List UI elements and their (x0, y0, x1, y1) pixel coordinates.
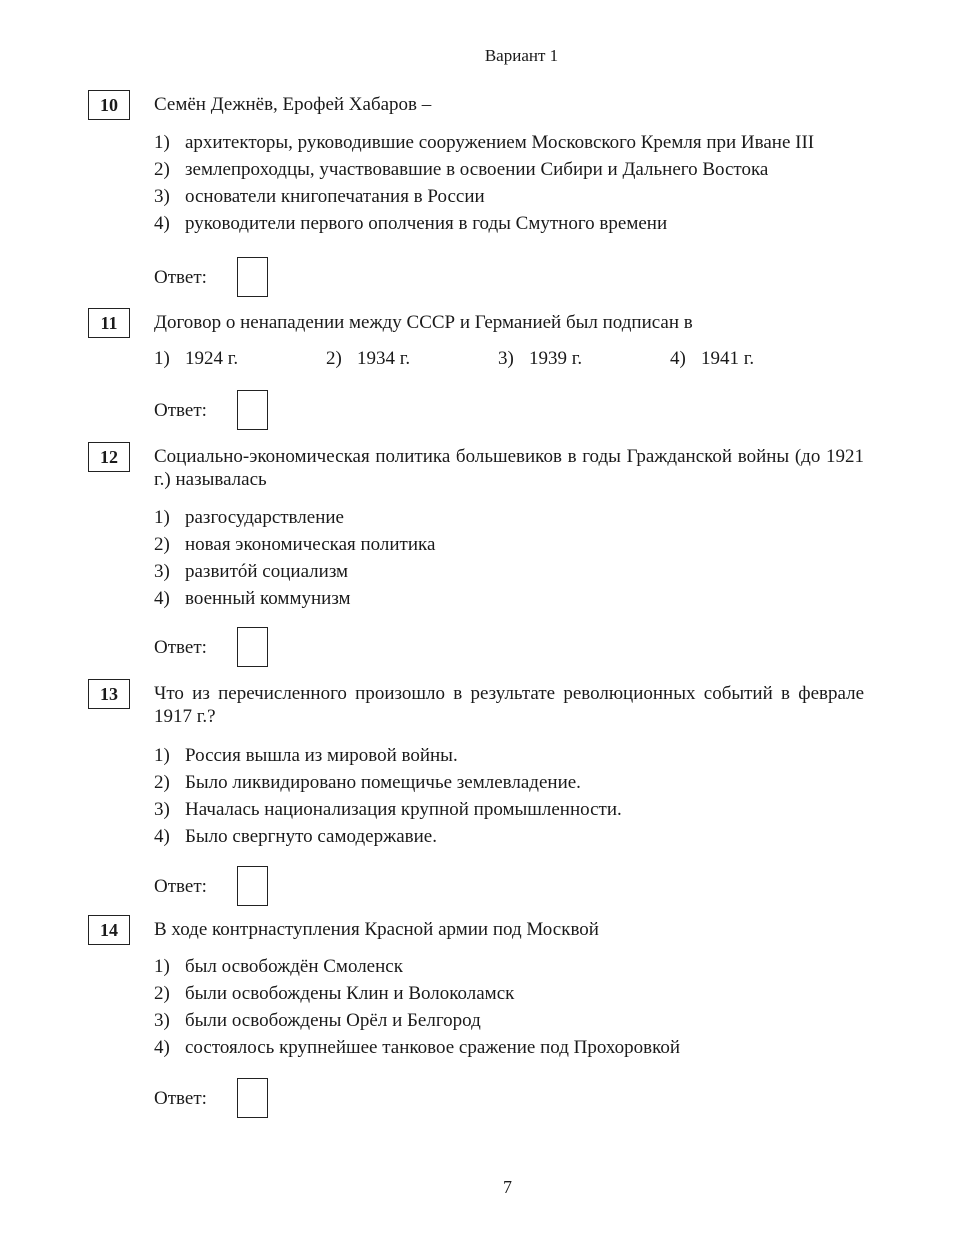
answer-label: Ответ: (154, 267, 207, 288)
option-number: 4) (670, 348, 686, 369)
option-2 (326, 345, 410, 372)
option-3 (154, 558, 874, 585)
option-number: 3) (154, 799, 170, 820)
option-text: был освобождён Смоленск (185, 956, 403, 977)
option-text: 1939 г. (529, 348, 583, 369)
option-3 (154, 183, 874, 210)
option-text: 1924 г. (185, 348, 239, 369)
option-2 (154, 531, 874, 558)
option-text: руководители первого ополчения в годы Смутного времени (185, 213, 668, 234)
option-2 (154, 980, 874, 1007)
answer-label: Ответ: (154, 400, 207, 421)
option-number: 2) (154, 159, 170, 180)
option-number: 2) (154, 534, 170, 555)
answer-box[interactable] (237, 866, 268, 906)
task-number: 11 (88, 308, 130, 338)
answer-box[interactable] (237, 627, 268, 667)
page-header: Вариант 1 (484, 46, 559, 65)
option-number: 4) (154, 1037, 170, 1058)
option-3 (154, 796, 874, 823)
answer-box[interactable] (237, 1078, 268, 1118)
option-1 (154, 504, 874, 531)
option-text: Было ликвидировано помещичье землевладение. (185, 772, 581, 793)
page-number: 7 (503, 1177, 512, 1197)
options-list (154, 345, 874, 372)
task-number: 13 (88, 679, 130, 709)
option-text: 1934 г. (357, 348, 411, 369)
option-text: были освобождены Клин и Волоколамск (185, 983, 515, 1004)
option-number: 2) (154, 983, 170, 1004)
answer-label: Ответ: (154, 637, 207, 658)
option-number: 4) (154, 588, 170, 609)
answer-box[interactable] (237, 257, 268, 297)
option-1 (154, 345, 238, 372)
option-number: 2) (326, 348, 342, 369)
answer-box[interactable] (237, 390, 268, 430)
option-text: основатели книгопечатания в России (185, 186, 485, 207)
option-number: 3) (154, 186, 170, 207)
option-3 (498, 345, 582, 372)
option-1 (154, 953, 874, 980)
option-4 (154, 1034, 874, 1061)
option-text: Было свергнуто самодержавие. (185, 826, 437, 847)
question-text: Что из перечисленного произошло в результате революционных событий в феврале 1917 г.? (154, 683, 864, 727)
option-text: архитекторы, руководившие сооружением Московского Кремля при Иване III (185, 132, 815, 153)
answer-label: Ответ: (154, 876, 207, 897)
options-list (154, 504, 874, 612)
option-2 (154, 156, 874, 183)
task-number: 12 (88, 442, 130, 472)
option-2 (154, 769, 874, 796)
options-list (154, 129, 874, 237)
option-1 (154, 742, 874, 769)
option-number: 3) (154, 561, 170, 582)
option-number: 3) (154, 1010, 170, 1031)
options-list (154, 953, 874, 1061)
option-1 (154, 129, 874, 156)
option-number: 3) (498, 348, 514, 369)
option-3 (154, 1007, 874, 1034)
option-text: были освобождены Орёл и Белгород (185, 1010, 481, 1031)
option-text: военный коммунизм (185, 588, 351, 609)
option-4 (154, 823, 874, 850)
question-text: Договор о ненападении между СССР и Германией был подписан в (154, 312, 693, 333)
option-text: Началась национализация крупной промышленности. (185, 799, 622, 820)
option-4 (670, 345, 754, 372)
option-text: развитóй социализм (185, 561, 349, 582)
option-number: 4) (154, 826, 170, 847)
option-text: Россия вышла из мировой войны. (185, 745, 458, 766)
task-number: 14 (88, 915, 130, 945)
answer-label: Ответ: (154, 1088, 207, 1109)
question-text: В ходе контрнаступления Красной армии под Москвой (154, 919, 599, 940)
option-number: 1) (154, 956, 170, 977)
task-number: 10 (88, 90, 130, 120)
option-number: 1) (154, 507, 170, 528)
option-number: 1) (154, 348, 170, 369)
option-number: 1) (154, 745, 170, 766)
option-4 (154, 210, 874, 237)
option-number: 1) (154, 132, 170, 153)
option-text: новая экономическая политика (185, 534, 436, 555)
option-number: 2) (154, 772, 170, 793)
question-text: Социально-экономическая политика большевиков в годы Гражданской войны (до 1921 г.) называлась (154, 446, 864, 490)
option-text: землепроходцы, участвовавшие в освоении Сибири и Дальнего Востока (185, 159, 769, 180)
options-list (154, 742, 874, 850)
option-number: 4) (154, 213, 170, 234)
question-text: Семён Дежнёв, Ерофей Хабаров – (154, 94, 432, 115)
option-text: разгосударствление (185, 507, 344, 528)
option-text: состоялось крупнейшее танковое сражение под Прохоровкой (185, 1037, 681, 1058)
option-4 (154, 585, 874, 612)
option-text: 1941 г. (701, 348, 755, 369)
